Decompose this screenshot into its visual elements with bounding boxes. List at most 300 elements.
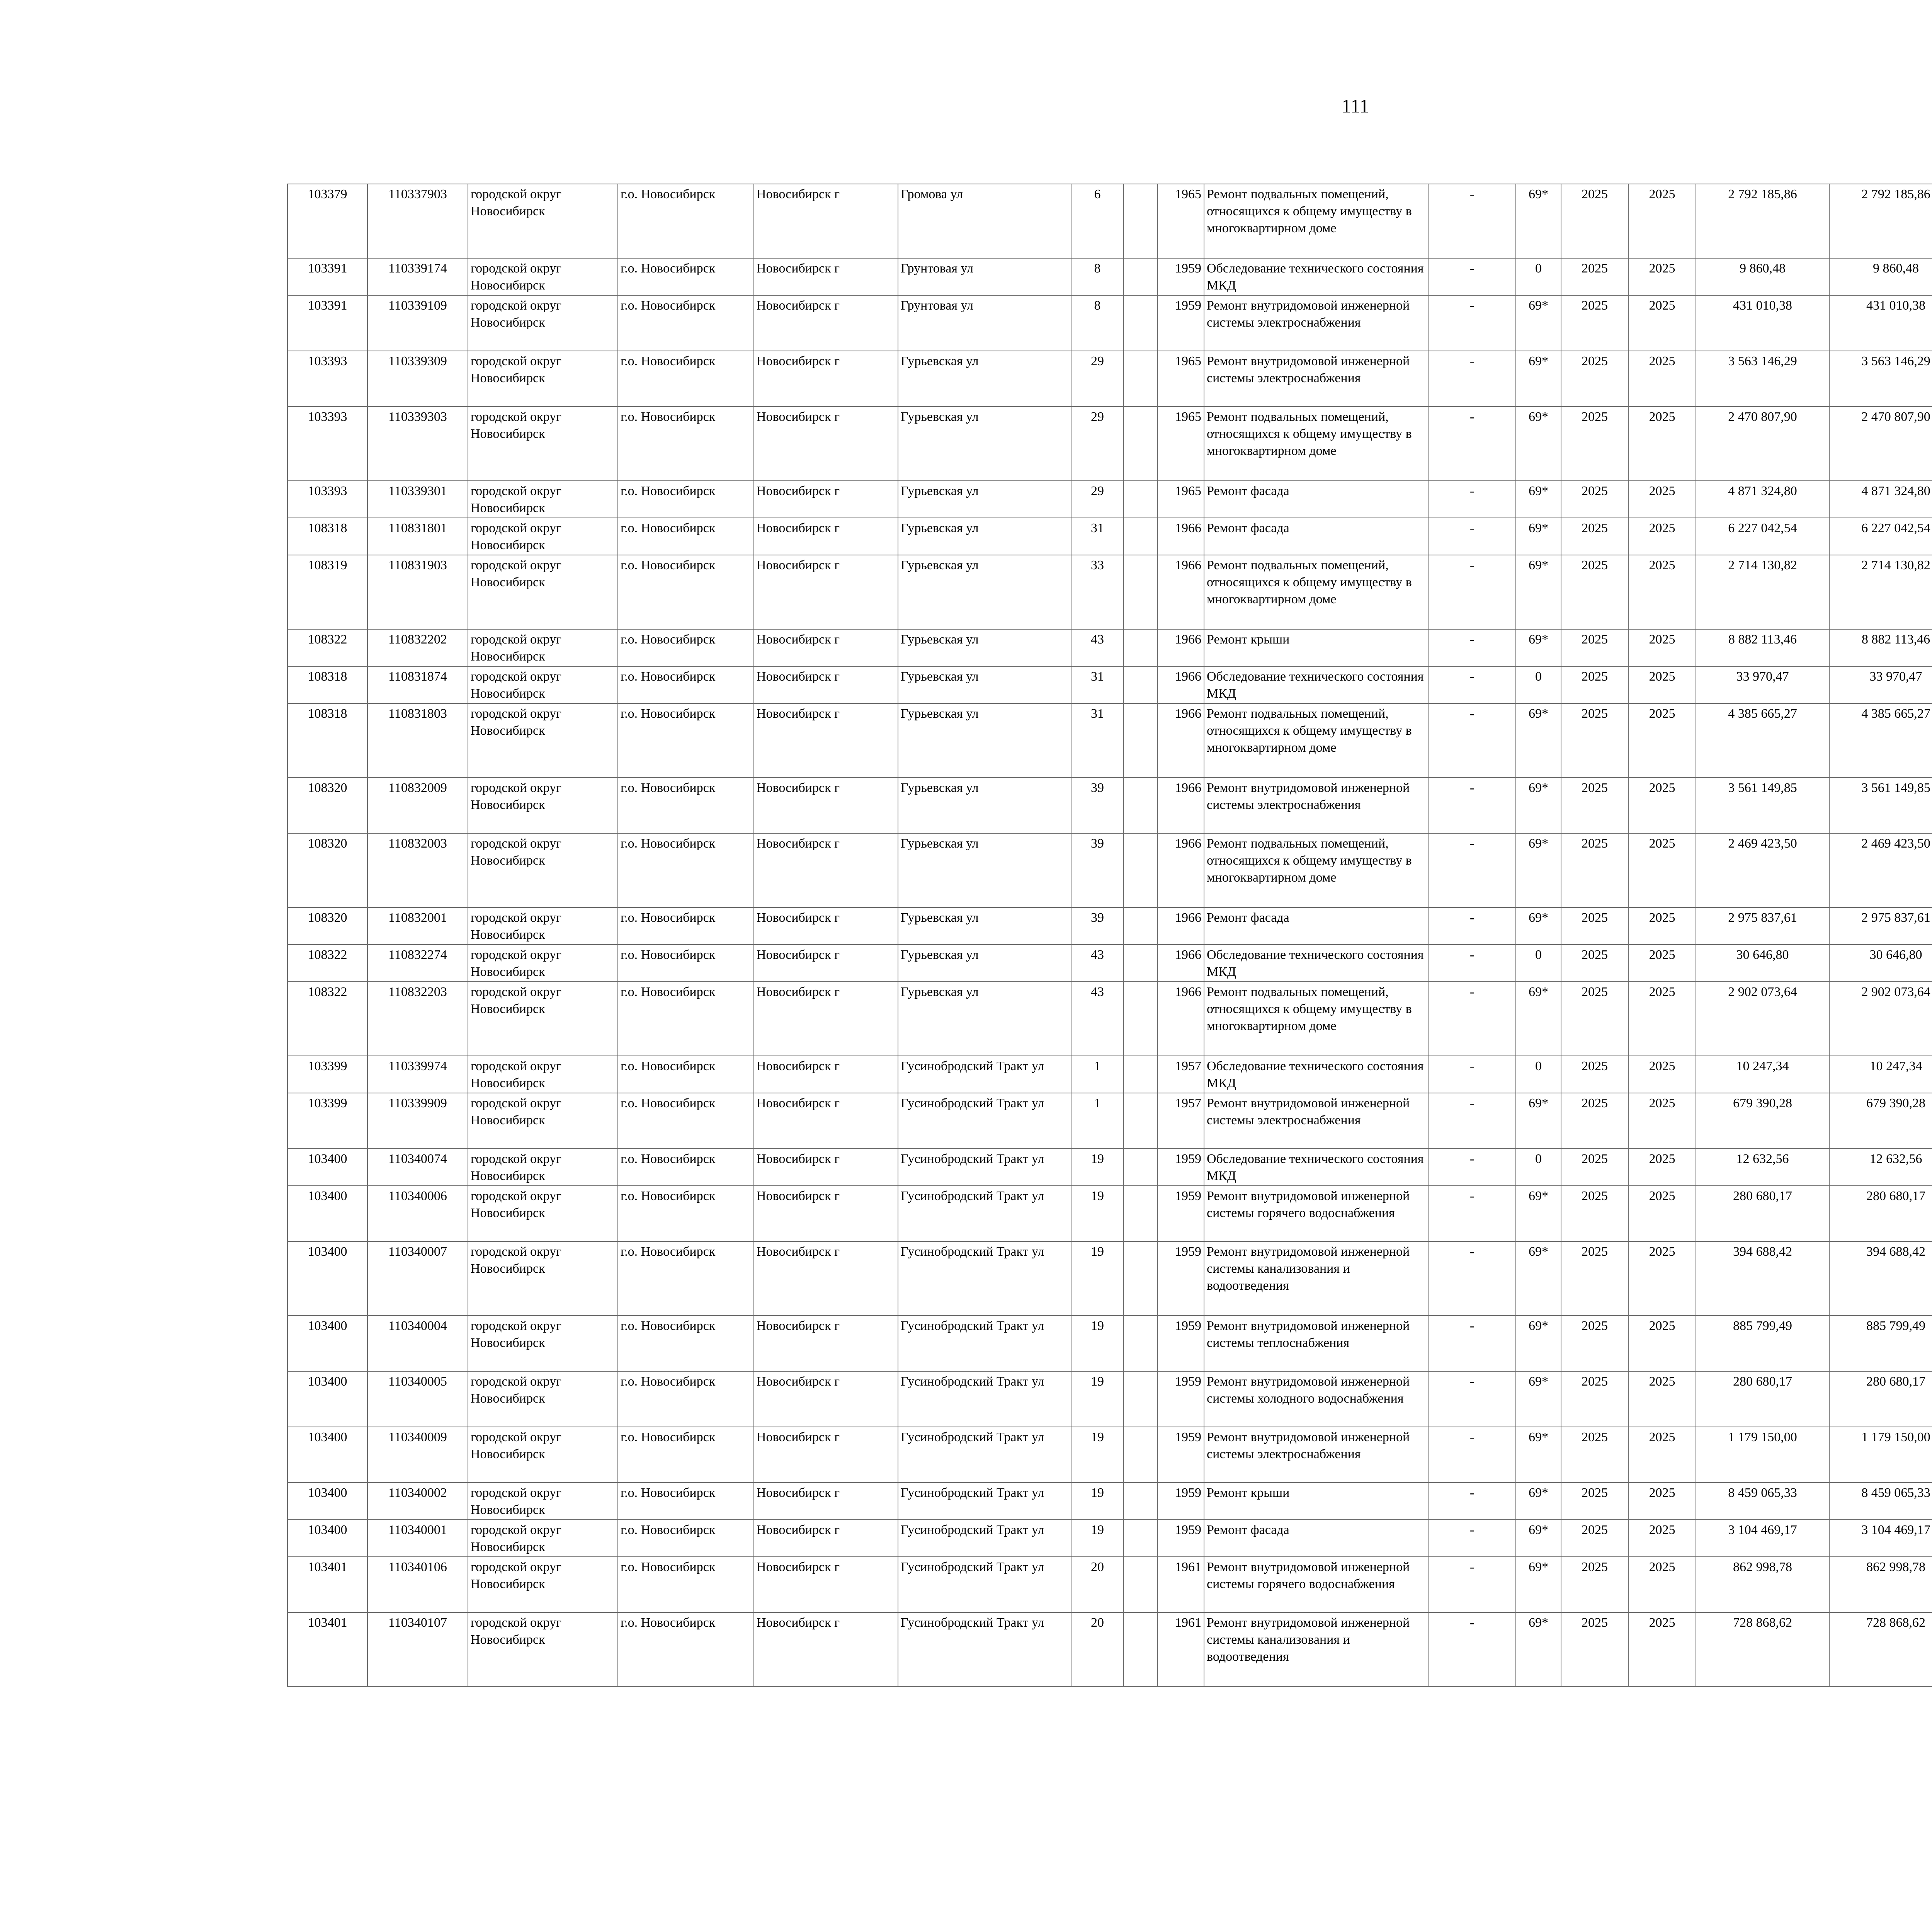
street-cell: Гусинобродский Тракт ул xyxy=(898,1149,1071,1186)
reference-cell: 69* xyxy=(1516,481,1561,518)
street-cell: Гурьевская ул xyxy=(898,982,1071,1056)
table-body xyxy=(287,184,1932,1687)
work-type-cell: Ремонт подвальных помещений, относящихся к общему имуществу в многоквартирном доме xyxy=(1204,407,1428,481)
execution-year-cell: 2025 xyxy=(1628,1371,1696,1427)
city-cell: Новосибирск г xyxy=(754,407,898,481)
work-code-cell: 110339909 xyxy=(367,1093,468,1149)
execution-year-cell: 2025 xyxy=(1628,184,1696,258)
plan-year-cell: 2025 xyxy=(1561,945,1628,982)
construction-year-cell: 1966 xyxy=(1158,907,1204,945)
total-cost-cell: 2 714 130,82 xyxy=(1696,555,1829,629)
execution-year-cell: 2025 xyxy=(1628,629,1696,666)
execution-year-cell: 2025 xyxy=(1628,481,1696,518)
work-code-cell: 110340006 xyxy=(367,1186,468,1241)
work-type-cell: Ремонт внутридомовой инженерной системы холодного водоснабжения xyxy=(1204,1371,1428,1427)
work-code-cell: 110340074 xyxy=(367,1149,468,1186)
work-code-cell: 110831903 xyxy=(367,555,468,629)
city-cell: Новосибирск г xyxy=(754,778,898,833)
object-id-cell: 103400 xyxy=(287,1241,367,1316)
object-id-cell: 103393 xyxy=(287,351,367,407)
city-cell: Новосибирск г xyxy=(754,1241,898,1316)
object-id-cell: 103399 xyxy=(287,1056,367,1093)
fund-cost-cell: 2 902 073,64 xyxy=(1829,982,1932,1056)
reference-cell: 69* xyxy=(1516,982,1561,1056)
object-id-cell: 108319 xyxy=(287,555,367,629)
construction-year-cell: 1959 xyxy=(1158,1149,1204,1186)
area-cell: г.о. Новосибирск xyxy=(618,1186,754,1241)
street-cell: Грунтовая ул xyxy=(898,258,1071,295)
work-code-cell: 110832203 xyxy=(367,982,468,1056)
total-cost-cell: 728 868,62 xyxy=(1696,1612,1829,1687)
table-row xyxy=(287,666,1932,703)
city-cell: Новосибирск г xyxy=(754,629,898,666)
city-cell: Новосибирск г xyxy=(754,1149,898,1186)
house-number-cell: 19 xyxy=(1071,1186,1124,1241)
construction-year-cell: 1959 xyxy=(1158,1241,1204,1316)
work-type-cell: Ремонт фасада xyxy=(1204,1520,1428,1557)
total-cost-cell: 2 792 185,86 xyxy=(1696,184,1829,258)
area-cell: г.о. Новосибирск xyxy=(618,982,754,1056)
work-type-cell: Ремонт крыши xyxy=(1204,629,1428,666)
house-number-cell: 19 xyxy=(1071,1149,1124,1186)
street-cell: Гусинобродский Тракт ул xyxy=(898,1316,1071,1371)
house-number-cell: 8 xyxy=(1071,295,1124,351)
house-number-cell: 19 xyxy=(1071,1371,1124,1427)
table-row xyxy=(287,982,1932,1056)
plan-year-cell: 2025 xyxy=(1561,1241,1628,1316)
execution-year-cell: 2025 xyxy=(1628,778,1696,833)
work-type-cell: Ремонт фасада xyxy=(1204,518,1428,555)
reference-cell: 69* xyxy=(1516,518,1561,555)
street-cell: Гурьевская ул xyxy=(898,778,1071,833)
total-cost-cell: 4 871 324,80 xyxy=(1696,481,1829,518)
fund-cost-cell: 3 561 149,85 xyxy=(1829,778,1932,833)
construction-year-cell: 1959 xyxy=(1158,295,1204,351)
table-row xyxy=(287,1056,1932,1093)
district-cell: городской округ Новосибирск xyxy=(468,629,618,666)
work-code-cell: 110337903 xyxy=(367,184,468,258)
building-cell xyxy=(1124,703,1158,778)
execution-year-cell: 2025 xyxy=(1628,407,1696,481)
city-cell: Новосибирск г xyxy=(754,666,898,703)
building-cell xyxy=(1124,1612,1158,1687)
house-number-cell: 29 xyxy=(1071,481,1124,518)
dash-cell: - xyxy=(1428,258,1516,295)
object-id-cell: 108320 xyxy=(287,833,367,907)
city-cell: Новосибирск г xyxy=(754,1056,898,1093)
house-number-cell: 20 xyxy=(1071,1612,1124,1687)
district-cell: городской округ Новосибирск xyxy=(468,295,618,351)
table-row xyxy=(287,295,1932,351)
house-number-cell: 29 xyxy=(1071,351,1124,407)
construction-year-cell: 1957 xyxy=(1158,1093,1204,1149)
building-cell xyxy=(1124,1557,1158,1612)
plan-year-cell: 2025 xyxy=(1561,907,1628,945)
building-cell xyxy=(1124,555,1158,629)
execution-year-cell: 2025 xyxy=(1628,1520,1696,1557)
execution-year-cell: 2025 xyxy=(1628,907,1696,945)
house-number-cell: 39 xyxy=(1071,778,1124,833)
repair-program-table xyxy=(287,184,1932,1687)
district-cell: городской округ Новосибирск xyxy=(468,982,618,1056)
house-number-cell: 39 xyxy=(1071,907,1124,945)
object-id-cell: 108322 xyxy=(287,982,367,1056)
district-cell: городской округ Новосибирск xyxy=(468,1427,618,1483)
work-type-cell: Обследование технического состояния МКД xyxy=(1204,258,1428,295)
construction-year-cell: 1959 xyxy=(1158,1427,1204,1483)
fund-cost-cell: 33 970,47 xyxy=(1829,666,1932,703)
plan-year-cell: 2025 xyxy=(1561,555,1628,629)
fund-cost-cell: 679 390,28 xyxy=(1829,1093,1932,1149)
city-cell: Новосибирск г xyxy=(754,1186,898,1241)
area-cell: г.о. Новосибирск xyxy=(618,1316,754,1371)
house-number-cell: 19 xyxy=(1071,1241,1124,1316)
city-cell: Новосибирск г xyxy=(754,258,898,295)
reference-cell: 69* xyxy=(1516,555,1561,629)
district-cell: городской округ Новосибирск xyxy=(468,833,618,907)
work-type-cell: Ремонт подвальных помещений, относящихся к общему имуществу в многоквартирном доме xyxy=(1204,555,1428,629)
dash-cell: - xyxy=(1428,1483,1516,1520)
total-cost-cell: 280 680,17 xyxy=(1696,1371,1829,1427)
plan-year-cell: 2025 xyxy=(1561,982,1628,1056)
total-cost-cell: 3 561 149,85 xyxy=(1696,778,1829,833)
house-number-cell: 19 xyxy=(1071,1520,1124,1557)
total-cost-cell: 2 902 073,64 xyxy=(1696,982,1829,1056)
table-row xyxy=(287,518,1932,555)
construction-year-cell: 1959 xyxy=(1158,1186,1204,1241)
plan-year-cell: 2025 xyxy=(1561,1483,1628,1520)
city-cell: Новосибирск г xyxy=(754,907,898,945)
city-cell: Новосибирск г xyxy=(754,184,898,258)
work-code-cell: 110340004 xyxy=(367,1316,468,1371)
total-cost-cell: 2 469 423,50 xyxy=(1696,833,1829,907)
dash-cell: - xyxy=(1428,1093,1516,1149)
work-type-cell: Обследование технического состояния МКД xyxy=(1204,666,1428,703)
work-code-cell: 110831874 xyxy=(367,666,468,703)
district-cell: городской округ Новосибирск xyxy=(468,703,618,778)
construction-year-cell: 1959 xyxy=(1158,1371,1204,1427)
construction-year-cell: 1966 xyxy=(1158,833,1204,907)
house-number-cell: 19 xyxy=(1071,1427,1124,1483)
execution-year-cell: 2025 xyxy=(1628,833,1696,907)
building-cell xyxy=(1124,481,1158,518)
total-cost-cell: 9 860,48 xyxy=(1696,258,1829,295)
work-type-cell: Ремонт внутридомовой инженерной системы электроснабжения xyxy=(1204,778,1428,833)
object-id-cell: 108322 xyxy=(287,629,367,666)
area-cell: г.о. Новосибирск xyxy=(618,1149,754,1186)
object-id-cell: 108318 xyxy=(287,666,367,703)
dash-cell: - xyxy=(1428,1149,1516,1186)
house-number-cell: 43 xyxy=(1071,629,1124,666)
fund-cost-cell: 3 104 469,17 xyxy=(1829,1520,1932,1557)
table-row xyxy=(287,258,1932,295)
dash-cell: - xyxy=(1428,1371,1516,1427)
street-cell: Гусинобродский Тракт ул xyxy=(898,1520,1071,1557)
area-cell: г.о. Новосибирск xyxy=(618,555,754,629)
construction-year-cell: 1959 xyxy=(1158,258,1204,295)
building-cell xyxy=(1124,295,1158,351)
construction-year-cell: 1966 xyxy=(1158,703,1204,778)
city-cell: Новосибирск г xyxy=(754,351,898,407)
reference-cell: 0 xyxy=(1516,1056,1561,1093)
fund-cost-cell: 2 470 807,90 xyxy=(1829,407,1932,481)
building-cell xyxy=(1124,629,1158,666)
district-cell: городской округ Новосибирск xyxy=(468,907,618,945)
total-cost-cell: 2 470 807,90 xyxy=(1696,407,1829,481)
reference-cell: 69* xyxy=(1516,1371,1561,1427)
street-cell: Гурьевская ул xyxy=(898,666,1071,703)
building-cell xyxy=(1124,1056,1158,1093)
table-row xyxy=(287,907,1932,945)
building-cell xyxy=(1124,1149,1158,1186)
area-cell: г.о. Новосибирск xyxy=(618,518,754,555)
district-cell: городской округ Новосибирск xyxy=(468,1093,618,1149)
dash-cell: - xyxy=(1428,1520,1516,1557)
work-code-cell: 110340001 xyxy=(367,1520,468,1557)
district-cell: городской округ Новосибирск xyxy=(468,518,618,555)
execution-year-cell: 2025 xyxy=(1628,1056,1696,1093)
plan-year-cell: 2025 xyxy=(1561,778,1628,833)
plan-year-cell: 2025 xyxy=(1561,1056,1628,1093)
dash-cell: - xyxy=(1428,1557,1516,1612)
table-row xyxy=(287,1149,1932,1186)
total-cost-cell: 8 882 113,46 xyxy=(1696,629,1829,666)
reference-cell: 69* xyxy=(1516,1241,1561,1316)
reference-cell: 69* xyxy=(1516,1093,1561,1149)
work-type-cell: Ремонт крыши xyxy=(1204,1483,1428,1520)
execution-year-cell: 2025 xyxy=(1628,1612,1696,1687)
area-cell: г.о. Новосибирск xyxy=(618,945,754,982)
table-row xyxy=(287,351,1932,407)
fund-cost-cell: 1 179 150,00 xyxy=(1829,1427,1932,1483)
execution-year-cell: 2025 xyxy=(1628,703,1696,778)
total-cost-cell: 679 390,28 xyxy=(1696,1093,1829,1149)
street-cell: Гусинобродский Тракт ул xyxy=(898,1557,1071,1612)
dash-cell: - xyxy=(1428,1427,1516,1483)
street-cell: Гурьевская ул xyxy=(898,351,1071,407)
house-number-cell: 43 xyxy=(1071,945,1124,982)
execution-year-cell: 2025 xyxy=(1628,982,1696,1056)
reference-cell: 0 xyxy=(1516,666,1561,703)
building-cell xyxy=(1124,184,1158,258)
work-type-cell: Ремонт внутридомовой инженерной системы электроснабжения xyxy=(1204,1427,1428,1483)
district-cell: городской округ Новосибирск xyxy=(468,258,618,295)
table-row xyxy=(287,629,1932,666)
plan-year-cell: 2025 xyxy=(1561,629,1628,666)
district-cell: городской округ Новосибирск xyxy=(468,184,618,258)
area-cell: г.о. Новосибирск xyxy=(618,351,754,407)
fund-cost-cell: 6 227 042,54 xyxy=(1829,518,1932,555)
fund-cost-cell: 862 998,78 xyxy=(1829,1557,1932,1612)
area-cell: г.о. Новосибирск xyxy=(618,407,754,481)
street-cell: Гурьевская ул xyxy=(898,481,1071,518)
district-cell: городской округ Новосибирск xyxy=(468,1371,618,1427)
total-cost-cell: 1 179 150,00 xyxy=(1696,1427,1829,1483)
street-cell: Гусинобродский Тракт ул xyxy=(898,1056,1071,1093)
execution-year-cell: 2025 xyxy=(1628,945,1696,982)
building-cell xyxy=(1124,778,1158,833)
work-code-cell: 110339974 xyxy=(367,1056,468,1093)
building-cell xyxy=(1124,1316,1158,1371)
dash-cell: - xyxy=(1428,184,1516,258)
plan-year-cell: 2025 xyxy=(1561,1186,1628,1241)
dash-cell: - xyxy=(1428,407,1516,481)
street-cell: Гурьевская ул xyxy=(898,555,1071,629)
reference-cell: 69* xyxy=(1516,1427,1561,1483)
plan-year-cell: 2025 xyxy=(1561,1316,1628,1371)
street-cell: Гусинобродский Тракт ул xyxy=(898,1612,1071,1687)
work-type-cell: Ремонт внутридомовой инженерной системы канализования и водоотведения xyxy=(1204,1241,1428,1316)
fund-cost-cell: 885 799,49 xyxy=(1829,1316,1932,1371)
work-code-cell: 110832009 xyxy=(367,778,468,833)
plan-year-cell: 2025 xyxy=(1561,1149,1628,1186)
table-row xyxy=(287,1371,1932,1427)
building-cell xyxy=(1124,1093,1158,1149)
fund-cost-cell: 4 871 324,80 xyxy=(1829,481,1932,518)
object-id-cell: 103400 xyxy=(287,1149,367,1186)
area-cell: г.о. Новосибирск xyxy=(618,703,754,778)
work-type-cell: Обследование технического состояния МКД xyxy=(1204,945,1428,982)
building-cell xyxy=(1124,945,1158,982)
reference-cell: 69* xyxy=(1516,907,1561,945)
building-cell xyxy=(1124,518,1158,555)
city-cell: Новосибирск г xyxy=(754,295,898,351)
area-cell: г.о. Новосибирск xyxy=(618,778,754,833)
execution-year-cell: 2025 xyxy=(1628,351,1696,407)
total-cost-cell: 30 646,80 xyxy=(1696,945,1829,982)
district-cell: городской округ Новосибирск xyxy=(468,407,618,481)
reference-cell: 0 xyxy=(1516,258,1561,295)
fund-cost-cell: 431 010,38 xyxy=(1829,295,1932,351)
construction-year-cell: 1965 xyxy=(1158,407,1204,481)
building-cell xyxy=(1124,1371,1158,1427)
street-cell: Гусинобродский Тракт ул xyxy=(898,1241,1071,1316)
street-cell: Гурьевская ул xyxy=(898,703,1071,778)
area-cell: г.о. Новосибирск xyxy=(618,833,754,907)
construction-year-cell: 1966 xyxy=(1158,555,1204,629)
district-cell: городской округ Новосибирск xyxy=(468,1241,618,1316)
object-id-cell: 108322 xyxy=(287,945,367,982)
house-number-cell: 19 xyxy=(1071,1316,1124,1371)
total-cost-cell: 394 688,42 xyxy=(1696,1241,1829,1316)
total-cost-cell: 3 104 469,17 xyxy=(1696,1520,1829,1557)
object-id-cell: 103391 xyxy=(287,295,367,351)
district-cell: городской округ Новосибирск xyxy=(468,351,618,407)
plan-year-cell: 2025 xyxy=(1561,1093,1628,1149)
area-cell: г.о. Новосибирск xyxy=(618,295,754,351)
street-cell: Грунтовая ул xyxy=(898,295,1071,351)
dash-cell: - xyxy=(1428,1241,1516,1316)
work-code-cell: 110831801 xyxy=(367,518,468,555)
total-cost-cell: 4 385 665,27 xyxy=(1696,703,1829,778)
street-cell: Гурьевская ул xyxy=(898,945,1071,982)
fund-cost-cell: 12 632,56 xyxy=(1829,1149,1932,1186)
district-cell: городской округ Новосибирск xyxy=(468,666,618,703)
district-cell: городской округ Новосибирск xyxy=(468,1056,618,1093)
city-cell: Новосибирск г xyxy=(754,1483,898,1520)
table-row xyxy=(287,1520,1932,1557)
object-id-cell: 103379 xyxy=(287,184,367,258)
city-cell: Новосибирск г xyxy=(754,555,898,629)
table-row xyxy=(287,778,1932,833)
plan-year-cell: 2025 xyxy=(1561,1520,1628,1557)
area-cell: г.о. Новосибирск xyxy=(618,1612,754,1687)
object-id-cell: 103391 xyxy=(287,258,367,295)
area-cell: г.о. Новосибирск xyxy=(618,1483,754,1520)
area-cell: г.о. Новосибирск xyxy=(618,1241,754,1316)
reference-cell: 69* xyxy=(1516,351,1561,407)
street-cell: Гусинобродский Тракт ул xyxy=(898,1371,1071,1427)
house-number-cell: 43 xyxy=(1071,982,1124,1056)
work-code-cell: 110832003 xyxy=(367,833,468,907)
total-cost-cell: 431 010,38 xyxy=(1696,295,1829,351)
work-type-cell: Ремонт внутридомовой инженерной системы горячего водоснабжения xyxy=(1204,1186,1428,1241)
dash-cell: - xyxy=(1428,703,1516,778)
fund-cost-cell: 4 385 665,27 xyxy=(1829,703,1932,778)
plan-year-cell: 2025 xyxy=(1561,703,1628,778)
building-cell xyxy=(1124,407,1158,481)
object-id-cell: 103400 xyxy=(287,1316,367,1371)
area-cell: г.о. Новосибирск xyxy=(618,1093,754,1149)
dash-cell: - xyxy=(1428,295,1516,351)
district-cell: городской округ Новосибирск xyxy=(468,1557,618,1612)
table-row xyxy=(287,1612,1932,1687)
work-code-cell: 110340005 xyxy=(367,1371,468,1427)
construction-year-cell: 1966 xyxy=(1158,666,1204,703)
total-cost-cell: 885 799,49 xyxy=(1696,1316,1829,1371)
table-row xyxy=(287,1186,1932,1241)
construction-year-cell: 1966 xyxy=(1158,518,1204,555)
fund-cost-cell: 280 680,17 xyxy=(1829,1186,1932,1241)
reference-cell: 69* xyxy=(1516,1557,1561,1612)
plan-year-cell: 2025 xyxy=(1561,1371,1628,1427)
dash-cell: - xyxy=(1428,945,1516,982)
object-id-cell: 108318 xyxy=(287,703,367,778)
construction-year-cell: 1965 xyxy=(1158,351,1204,407)
reference-cell: 69* xyxy=(1516,778,1561,833)
house-number-cell: 1 xyxy=(1071,1056,1124,1093)
house-number-cell: 39 xyxy=(1071,833,1124,907)
work-type-cell: Ремонт внутридомовой инженерной системы электроснабжения xyxy=(1204,1093,1428,1149)
work-code-cell: 110339303 xyxy=(367,407,468,481)
reference-cell: 69* xyxy=(1516,407,1561,481)
house-number-cell: 33 xyxy=(1071,555,1124,629)
object-id-cell: 103400 xyxy=(287,1186,367,1241)
reference-cell: 69* xyxy=(1516,295,1561,351)
table-row xyxy=(287,184,1932,258)
house-number-cell: 8 xyxy=(1071,258,1124,295)
area-cell: г.о. Новосибирск xyxy=(618,907,754,945)
city-cell: Новосибирск г xyxy=(754,982,898,1056)
dash-cell: - xyxy=(1428,907,1516,945)
page-number: 111 xyxy=(1341,95,1369,117)
city-cell: Новосибирск г xyxy=(754,833,898,907)
plan-year-cell: 2025 xyxy=(1561,518,1628,555)
reference-cell: 69* xyxy=(1516,1520,1561,1557)
building-cell xyxy=(1124,258,1158,295)
execution-year-cell: 2025 xyxy=(1628,1186,1696,1241)
dash-cell: - xyxy=(1428,1316,1516,1371)
work-type-cell: Ремонт подвальных помещений, относящихся к общему имуществу в многоквартирном доме xyxy=(1204,184,1428,258)
reference-cell: 69* xyxy=(1516,1316,1561,1371)
construction-year-cell: 1959 xyxy=(1158,1520,1204,1557)
dash-cell: - xyxy=(1428,1186,1516,1241)
fund-cost-cell: 10 247,34 xyxy=(1829,1056,1932,1093)
dash-cell: - xyxy=(1428,555,1516,629)
house-number-cell: 1 xyxy=(1071,1093,1124,1149)
reference-cell: 0 xyxy=(1516,945,1561,982)
building-cell xyxy=(1124,351,1158,407)
